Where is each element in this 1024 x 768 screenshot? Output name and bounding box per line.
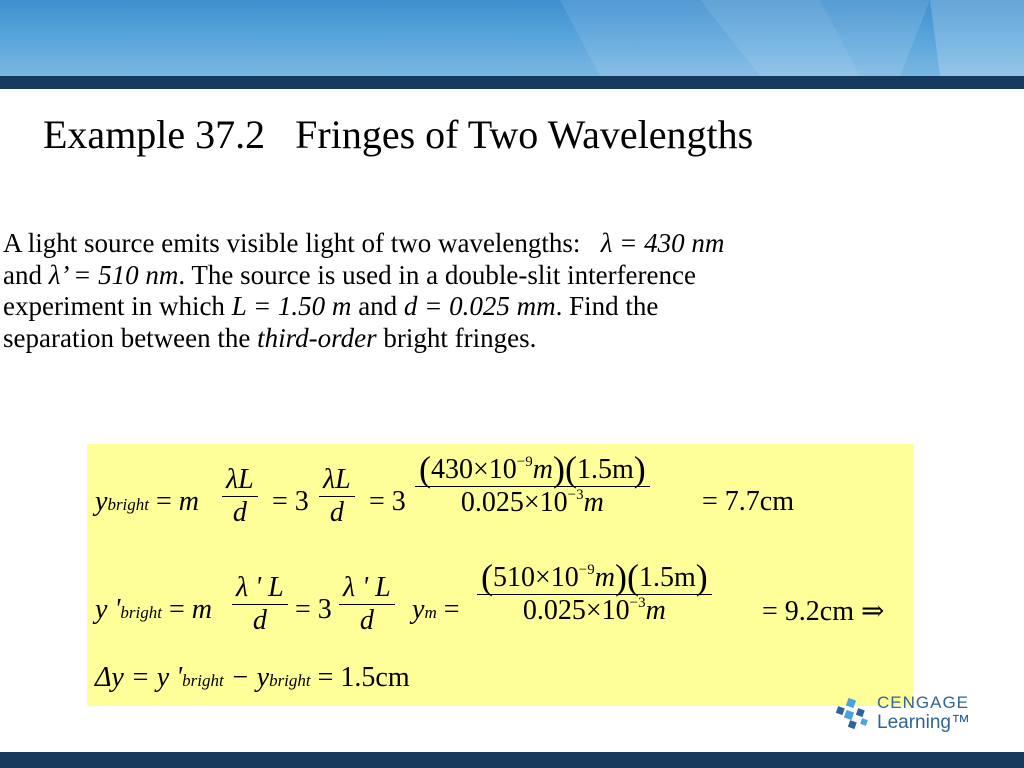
equation-result: = 1.5cm <box>310 662 410 693</box>
unit: m <box>594 562 615 593</box>
numerator-value: 1.5m <box>638 562 696 593</box>
fraction-lambda-l-d <box>319 464 355 529</box>
eq-var: Δy = y ' <box>95 662 183 693</box>
eq-subscript: bright <box>120 603 162 622</box>
unit: m <box>532 454 553 485</box>
eq-var: m <box>191 594 213 625</box>
problem-line-1 <box>3 228 1003 260</box>
eq-subscript: bright <box>269 671 311 690</box>
wavelength-2: λ’ = 510 nm <box>48 259 179 290</box>
equation-y-bright <box>95 486 199 518</box>
header-band <box>0 0 1024 76</box>
fraction-denominator <box>477 594 712 627</box>
problem-text: . Find the <box>555 291 659 321</box>
equation-delta-y <box>95 662 410 694</box>
logo-line-2: Learning™ <box>877 712 970 733</box>
eq-sign: = <box>156 486 172 517</box>
eq-var: y <box>412 594 425 625</box>
fraction-denominator: d <box>232 604 288 637</box>
numerator-value: 430×10 <box>431 454 517 485</box>
problem-text: A light source emits visible light of two wavelengths: <box>3 228 601 258</box>
exponent: −3 <box>567 487 584 503</box>
eq-subscript: bright <box>107 495 149 514</box>
wavelength-1: λ = 430 nm <box>600 228 725 258</box>
problem-line-3 <box>3 291 1003 323</box>
header-rule <box>0 76 1024 89</box>
equation-result: = 9.2cm ⇒ <box>762 596 885 627</box>
problem-text: and <box>3 259 49 290</box>
eq-sign: = <box>443 594 460 625</box>
fraction-numeric <box>415 449 650 519</box>
cengage-logo <box>833 693 983 741</box>
header-band-decoration <box>0 0 1024 76</box>
problem-text: experiment in which <box>3 291 232 321</box>
fraction-denominator <box>415 486 650 519</box>
fraction-lambda-l-d <box>222 464 258 529</box>
fraction-numerator: λ ' L <box>236 572 284 603</box>
slit-separation: d = 0.025 mm <box>403 291 556 321</box>
equation-result: = 7.7cm <box>702 486 794 517</box>
fraction-numerator: $(510\times 10^{-9}m)(1.5m)$ <box>481 557 708 597</box>
problem-text: and <box>351 291 404 321</box>
fraction-denominator: d <box>319 496 355 529</box>
exponent: −9 <box>578 562 595 578</box>
fringe-order: third-order <box>257 322 377 353</box>
problem-statement <box>3 228 1003 354</box>
eq-var: m <box>178 486 200 517</box>
unit: m <box>645 595 666 626</box>
eq-var: y <box>95 486 108 517</box>
fraction-numerator: λL <box>226 464 254 495</box>
eq-var: − y <box>223 662 270 693</box>
problem-line-4 <box>3 323 1003 355</box>
denominator-value: 0.025×10 <box>522 595 630 626</box>
example-heading: Fringes of Two Wavelengths <box>295 112 754 157</box>
fraction-numerator: λ ' L <box>343 572 391 603</box>
eq-sign: = <box>168 594 185 625</box>
eq-var: y ' <box>95 594 121 625</box>
eq-subscript: m <box>424 603 437 622</box>
problem-text: bright fringes. <box>376 322 537 353</box>
solution-box <box>87 444 913 706</box>
example-number: Example 37.2 <box>43 112 266 157</box>
eq-sign: = 3 <box>295 594 332 625</box>
numerator-value: 1.5m <box>576 454 634 485</box>
unit: m <box>583 487 604 518</box>
footer-rule <box>0 752 1024 768</box>
fraction-numeric <box>477 557 712 627</box>
numerator-value: 510×10 <box>493 562 579 593</box>
eq-subscript: bright <box>182 671 224 690</box>
exponent: −9 <box>516 454 533 470</box>
problem-text: . The source is used in a double-slit interference <box>178 259 696 290</box>
eq-sign: = 3 <box>272 486 309 517</box>
fraction-denominator: d <box>222 496 258 529</box>
equation-y-prime-bright <box>95 594 212 626</box>
equation-y-m <box>412 594 460 626</box>
fraction-numerator: $(430\times 10^{-9}m)(1.5m)$ <box>419 449 646 489</box>
logo-line-1: CENGAGE <box>877 693 970 712</box>
exponent: −3 <box>629 595 646 611</box>
denominator-value: 0.025×10 <box>460 487 568 518</box>
slide-title <box>43 110 753 160</box>
problem-text: separation between the <box>3 322 258 353</box>
fraction-numerator: λL <box>323 464 351 495</box>
fraction-lambda-prime-l-d <box>339 572 395 637</box>
problem-line-2 <box>3 260 1003 292</box>
eq-sign: = 3 <box>369 486 406 517</box>
cengage-logo-icon <box>833 697 871 731</box>
fraction-lambda-prime-l-d <box>232 572 288 637</box>
cengage-logo-text <box>877 693 970 733</box>
fraction-denominator: d <box>339 604 395 637</box>
screen-distance: L = 1.50 m <box>231 291 352 321</box>
